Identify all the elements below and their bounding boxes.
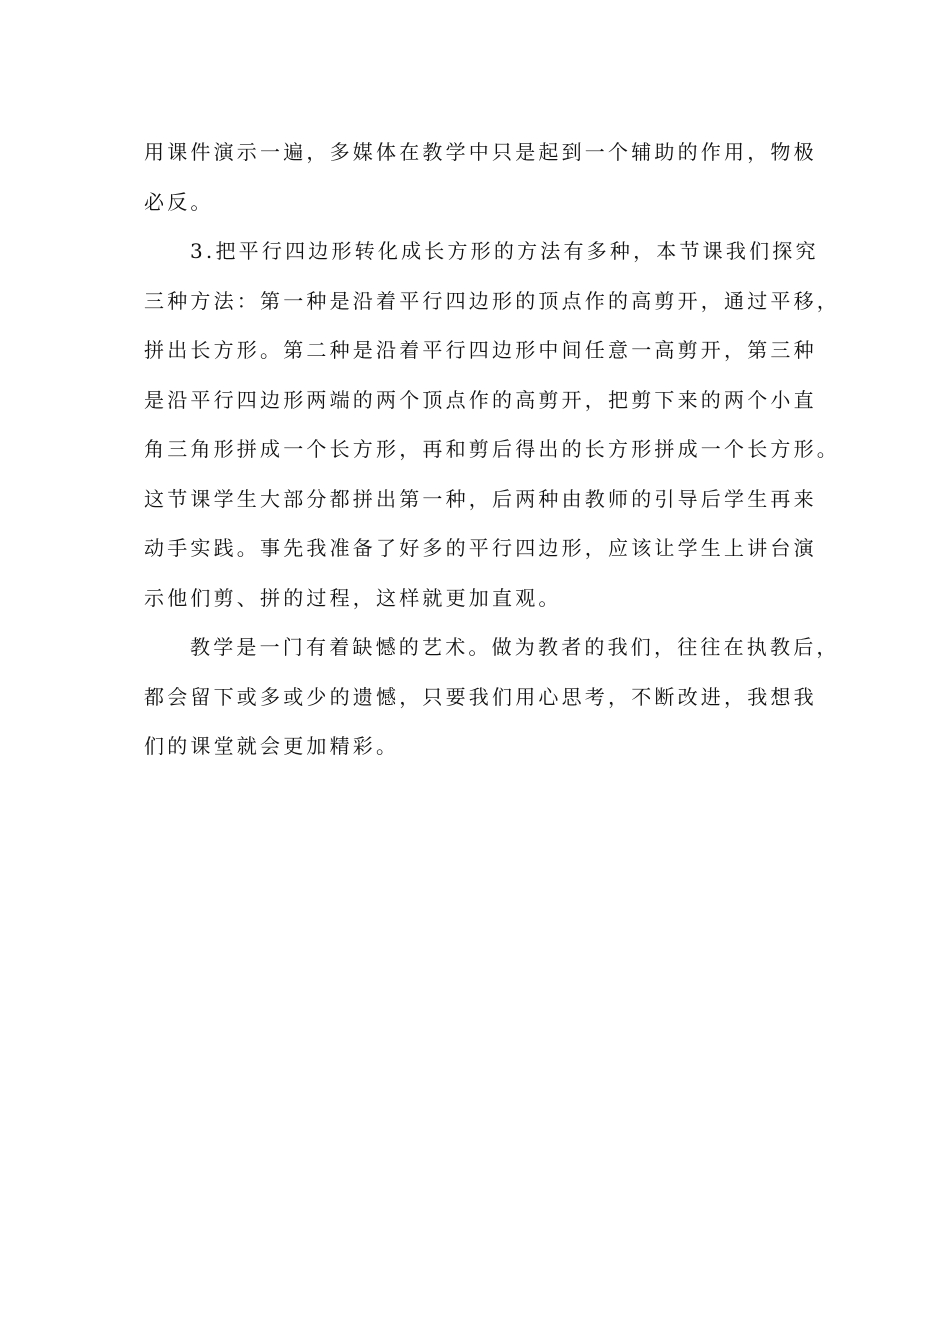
text-line: 3.把平行四边形转化成长方形的方法有多种，本节课我们探究 — [190, 239, 819, 263]
text-line: 角三角形拼成一个长方形，再和剪后得出的长方形拼成一个长方形。 — [144, 437, 840, 461]
text-line: 示他们剪、拼的过程，这样就更加直观。 — [144, 585, 562, 610]
paragraph-2 — [144, 227, 840, 623]
text-line: 都会留下或多或少的遗憾，只要我们用心思考，不断改进，我想我 — [144, 684, 817, 709]
text-line: 三种方法：第一种是沿着平行四边形的顶点作的高剪开，通过平移， — [144, 288, 840, 313]
text-line: 必反。 — [144, 189, 214, 214]
paragraph-3 — [144, 623, 840, 772]
text-line: 是沿平行四边形两端的两个顶点作的高剪开，把剪下来的两个小直 — [144, 387, 817, 412]
text-line: 们的课堂就会更加精彩。 — [144, 734, 400, 758]
text-line: 用课件演示一遍，多媒体在教学中只是起到一个辅助的作用，物极 — [144, 140, 817, 164]
paragraph-1 — [144, 128, 824, 227]
document-body — [144, 128, 840, 772]
text-line: 教学是一门有着缺憾的艺术。做为教者的我们，往往在执教后， — [190, 635, 840, 659]
text-line: 拼出长方形。第二种是沿着平行四边形中间任意一高剪开，第三种 — [144, 338, 817, 362]
text-line: 这节课学生大部分都拼出第一种，后两种由教师的引导后学生再来 — [144, 486, 817, 511]
text-line: 动手实践。事先我准备了好多的平行四边形，应该让学生上讲台演 — [144, 536, 817, 560]
